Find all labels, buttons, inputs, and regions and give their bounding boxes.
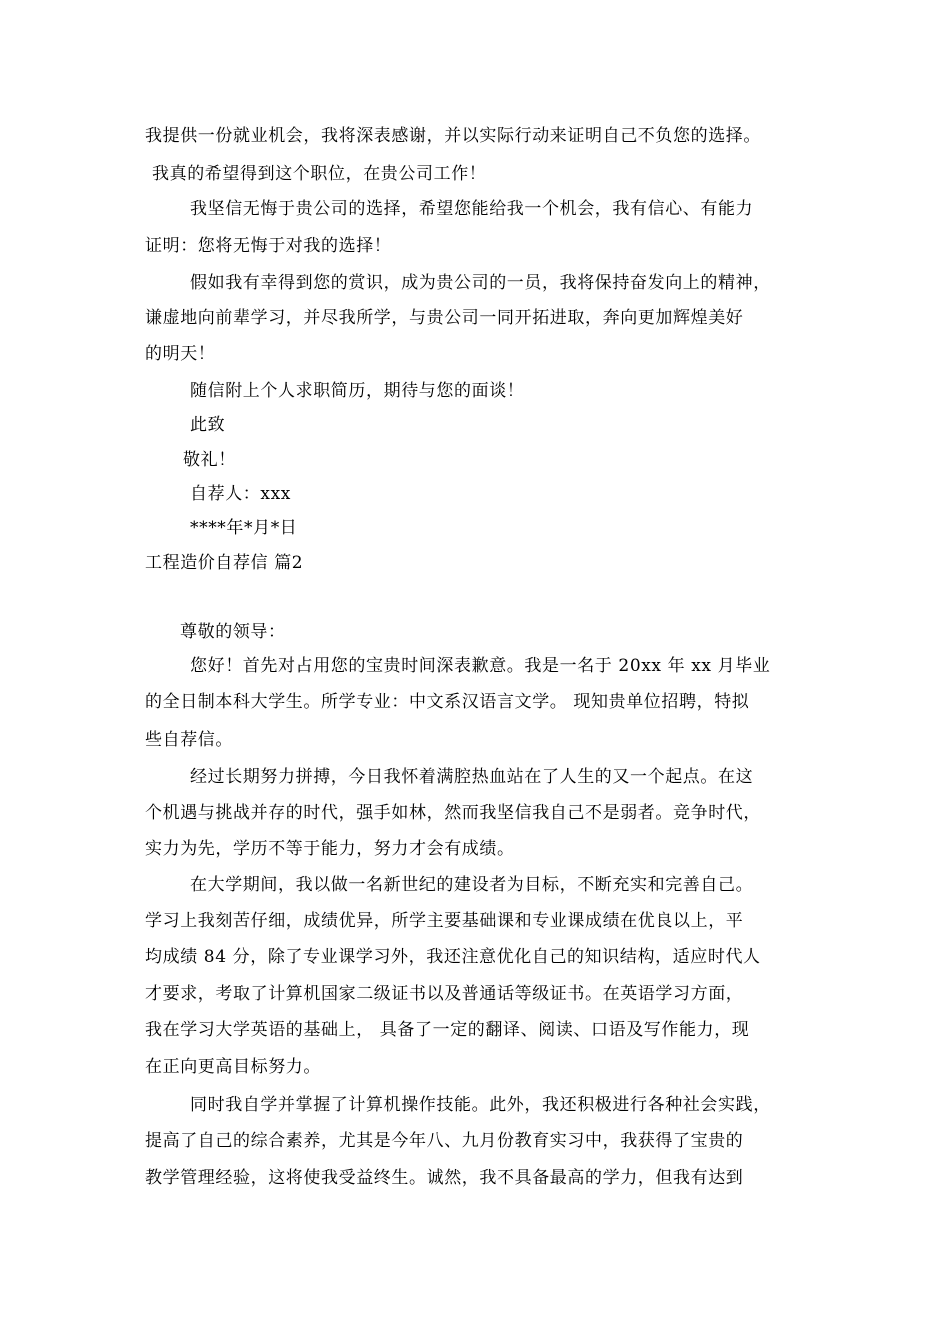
text-line: 假如我有幸得到您的赏识，成为贵公司的一员，我将保持奋发向上的精神， — [190, 273, 771, 293]
text-line: 谦虚地向前辈学习，并尽我所学，与贵公司一同开拓进取，奔向更加辉煌美好 — [145, 308, 744, 328]
text-line: 证明：您将无悔于对我的选择！ — [145, 236, 392, 256]
text-line: 才要求，考取了计算机国家二级证书以及普通话等级证书。在英语学习方面， — [145, 984, 744, 1004]
text-line: 提高了自己的综合素养，尤其是今年八、九月份教育实习中，我获得了宝贵的 — [145, 1131, 744, 1151]
date-line: ****年*月*日 — [190, 518, 298, 538]
text-line: 我坚信无悔于贵公司的选择，希望您能给我一个机会，我有信心、有能力 — [190, 199, 754, 219]
text-line: 学习上我刻苦仔细，成绩优异，所学主要基础课和专业课成绩在优良以上，平 — [145, 911, 744, 931]
text-line: 教学管理经验，这将使我受益终生。诚然，我不具备最高的学力，但我有达到 — [145, 1168, 744, 1188]
text-line: 的全日制本科大学生。所学专业：中文系汉语言文学。 现知贵单位招聘，特拟 — [145, 692, 750, 712]
text-line: 在大学期间，我以做一名新世纪的建设者为目标，不断充实和完善自己。 — [190, 875, 754, 895]
text-line: 经过长期努力拼搏，今日我怀着满腔热血站在了人生的又一个起点。在这 — [190, 767, 754, 787]
text-line: 同时我自学并掌握了计算机操作技能。此外，我还积极进行各种社会实践， — [190, 1095, 771, 1115]
text-line: 均成绩 84 分，除了专业课学习外，我还注意优化自己的知识结构，适应时代人 — [145, 947, 761, 967]
closing-salutation: 此致 — [190, 415, 226, 435]
text-line: 我在学习大学英语的基础上， 具备了一定的翻译、阅读、口语及写作能力，现 — [145, 1020, 750, 1040]
text-line: 些自荐信。 — [145, 730, 233, 750]
text-line: 您好！首先对占用您的宝贵时间深表歉意。我是一名于 20xx 年 xx 月毕业 — [190, 656, 771, 676]
greeting-line: 尊敬的领导： — [180, 622, 286, 642]
text-line: 实力为先，学历不等于能力，努力才会有成绩。 — [145, 839, 515, 859]
section-heading: 工程造价自荐信 篇2 — [145, 553, 304, 573]
text-line: 我提供一份就业机会，我将深表感谢，并以实际行动来证明自己不负您的选择。 — [145, 126, 761, 146]
text-line: 个机遇与挑战并存的时代，强手如林，然而我坚信我自己不是弱者。竞争时代， — [145, 803, 761, 823]
text-line: 随信附上个人求职简历，期待与您的面谈！ — [190, 381, 525, 401]
signature-line: 自荐人：xxx — [190, 484, 291, 504]
text-line: 在正向更高目标努力。 — [145, 1057, 321, 1077]
closing-respect: 敬礼！ — [183, 450, 236, 470]
text-line: 的明天！ — [145, 344, 216, 364]
text-line: 我真的希望得到这个职位，在贵公司工作！ — [152, 164, 487, 184]
